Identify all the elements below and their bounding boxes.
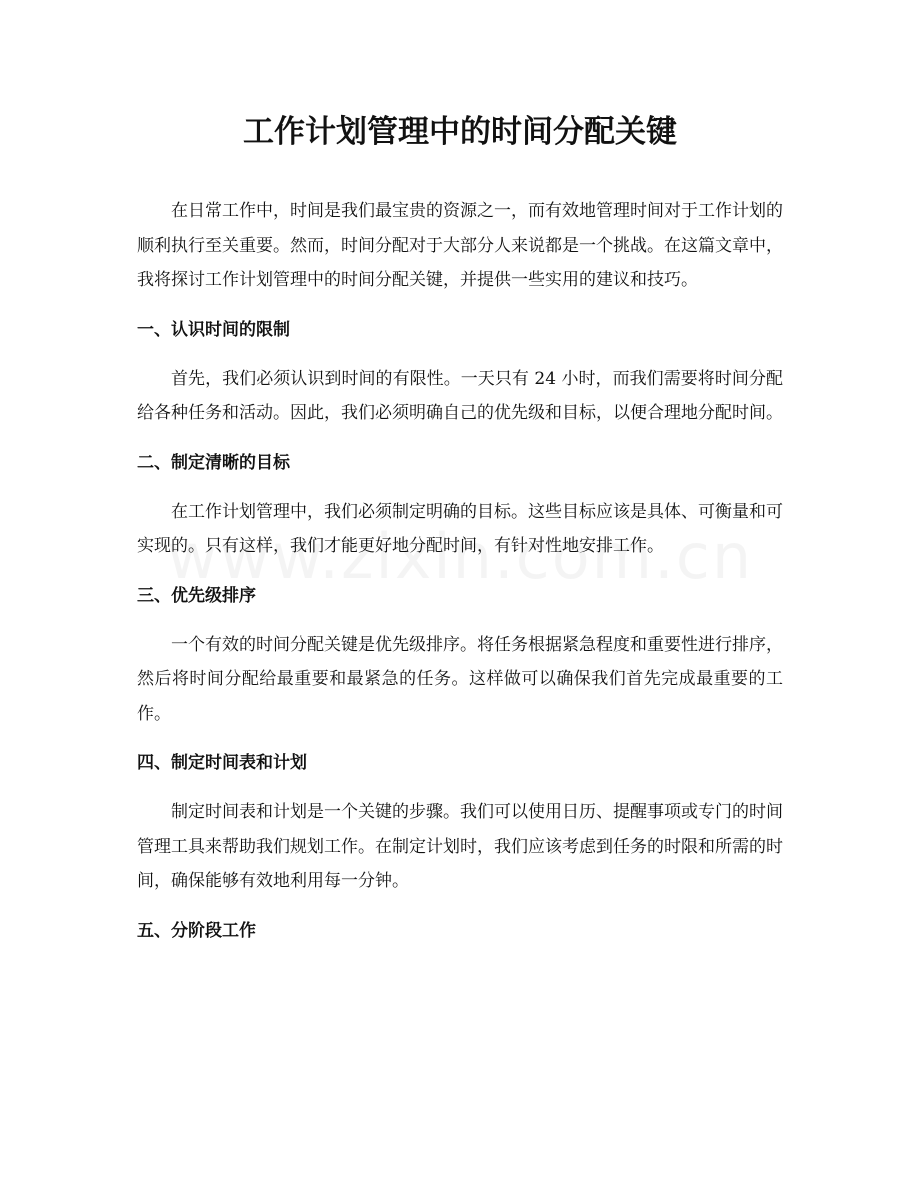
section-heading-1: 一、认识时间的限制 <box>137 319 290 340</box>
section-body-4: 制定时间表和计划是一个关键的步骤。我们可以使用日历、提醒事项或专门的时间管理工具来帮助我们规划工作。在制定计划时，我们应该考虑到任务的时限和所需的时间，确保能够有效地利用每一分钟。 <box>137 802 783 891</box>
section-heading-5: 五、分阶段工作 <box>137 920 256 941</box>
section-body-1: 首先，我们必须认识到时间的有限性。一天只有 24 小时，而我们需要将时间分配给各种任务和活动。因此，我们必须明确自己的优先级和目标，以便合理地分配时间。 <box>137 368 783 423</box>
section-body-2: 在工作计划管理中，我们必须制定明确的目标。这些目标应该是具体、可衡量和可实现的。只有这样，我们才能更好地分配时间，有针对性地安排工作。 <box>137 501 783 556</box>
section-heading-4: 四、制定时间表和计划 <box>137 753 307 773</box>
section-body-3: 一个有效的时间分配关键是优先级排序。将任务根据紧急程度和重要性进行排序，然后将时间分配给最重要和最紧急的任务。这样做可以确保我们首先完成最重要的工作。 <box>137 634 783 724</box>
section-heading-2: 二、制定清晰的目标 <box>137 452 290 473</box>
document-title: 工作计划管理中的时间分配关键 <box>243 114 677 150</box>
section-heading-3: 三、优先级排序 <box>137 585 256 606</box>
intro-paragraph: 在日常工作中，时间是我们最宝贵的资源之一，而有效地管理时间对于工作计划的顺利执行至关重要。然而，时间分配对于大部分人来说都是一个挑战。在这篇文章中，我将探讨工作计划管理中的时间分配关键，并提供一些实用的建议和技巧。 <box>137 201 783 290</box>
